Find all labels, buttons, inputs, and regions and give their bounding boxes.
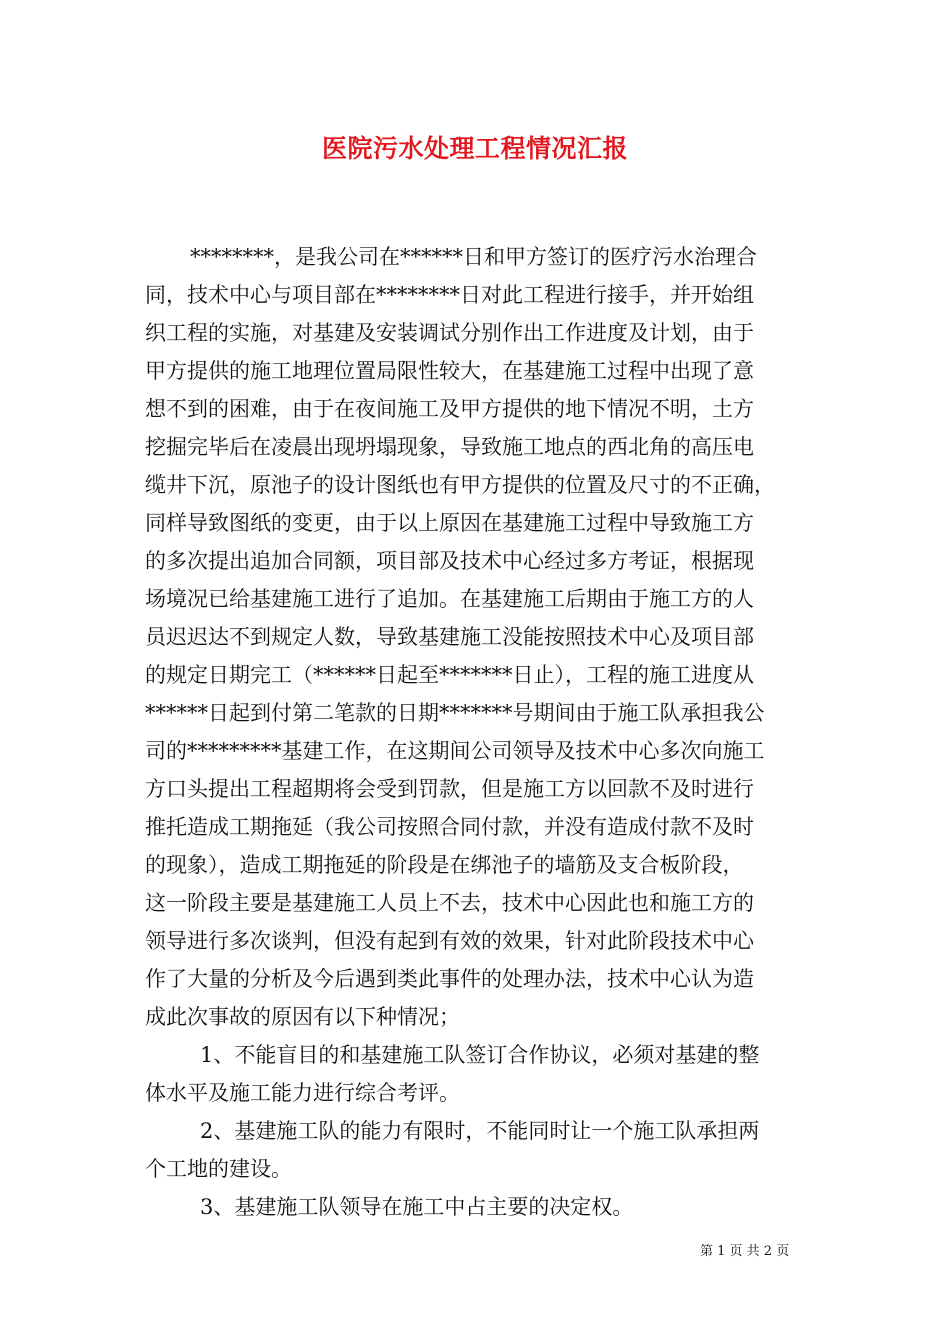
paragraph-line: 场境况已给基建施工进行了追加。在基建施工后期由于施工方的人 (145, 587, 754, 611)
list-item-line: 3、基建施工队领导在施工中占主要的决定权。 (200, 1195, 634, 1219)
paragraph-line: 的现象），造成工期拖延的阶段是在绑池子的墙筋及支合板阶段， (145, 853, 744, 877)
paragraph-line: ********，是我公司在******日和甲方签订的医疗污水治理合 (190, 245, 757, 269)
list-item-line: 体水平及施工能力进行综合考评。 (145, 1081, 460, 1105)
page-number-footer: 第 1 页 共 2 页 (700, 1244, 790, 1259)
page-title: 医院污水处理工程情况汇报 (321, 134, 628, 163)
paragraph-line: 想不到的困难，由于在夜间施工及甲方提供的地下情况不明，土方 (145, 397, 754, 421)
paragraph-line: 司的*********基建工作，在这期间公司领导及技术中心多次向施工 (145, 739, 765, 763)
paragraph-line: 同，技术中心与项目部在********日对此工程进行接手，并开始组 (145, 283, 754, 307)
list-item-line: 个工地的建设。 (145, 1157, 292, 1181)
paragraph-line: 推托造成工期拖延（我公司按照合同付款，并没有造成付款不及时 (145, 815, 754, 839)
paragraph-line: 甲方提供的施工地理位置局限性较大，在基建施工过程中出现了意 (145, 359, 754, 383)
paragraph-line: 成此次事故的原因有以下种情况； (145, 1005, 460, 1029)
paragraph-line: 的多次提出追加合同额，项目部及技术中心经过多方考证，根据现 (145, 549, 754, 573)
paragraph-line: 方口头提出工程超期将会受到罚款，但是施工方以回款不及时进行 (145, 777, 754, 801)
paragraph-line: 领导进行多次谈判，但没有起到有效的效果，针对此阶段技术中心 (145, 929, 754, 953)
paragraph-line: 作了大量的分析及今后遇到类此事件的处理办法，技术中心认为造 (145, 967, 754, 991)
paragraph-line: 这一阶段主要是基建施工人员上不去，技术中心因此也和施工方的 (145, 891, 754, 915)
paragraph-line: 员迟迟达不到规定人数，导致基建施工没能按照技术中心及项目部 (145, 625, 754, 649)
paragraph-line: ******日起到付第二笔款的日期*******号期间由于施工队承担我公 (145, 701, 765, 725)
paragraph-line: 同样导致图纸的变更，由于以上原因在基建施工过程中导致施工方 (145, 511, 754, 535)
list-item-line: 2、基建施工队的能力有限时，不能同时让一个施工队承担两 (200, 1119, 760, 1143)
paragraph-line: 挖掘完毕后在凌晨出现坍塌现象，导致施工地点的西北角的高压电 (145, 435, 754, 459)
paragraph-line: 织工程的实施，对基建及安装调试分别作出工作进度及计划，由于 (145, 321, 754, 345)
list-item-line: 1、不能盲目的和基建施工队签订合作协议，必须对基建的整 (200, 1043, 760, 1067)
paragraph-line: 缆井下沉，原池子的设计图纸也有甲方提供的位置及尺寸的不正确， (145, 473, 775, 497)
paragraph-line: 的规定日期完工（******日起至*******日止），工程的施工进度从 (145, 663, 754, 687)
